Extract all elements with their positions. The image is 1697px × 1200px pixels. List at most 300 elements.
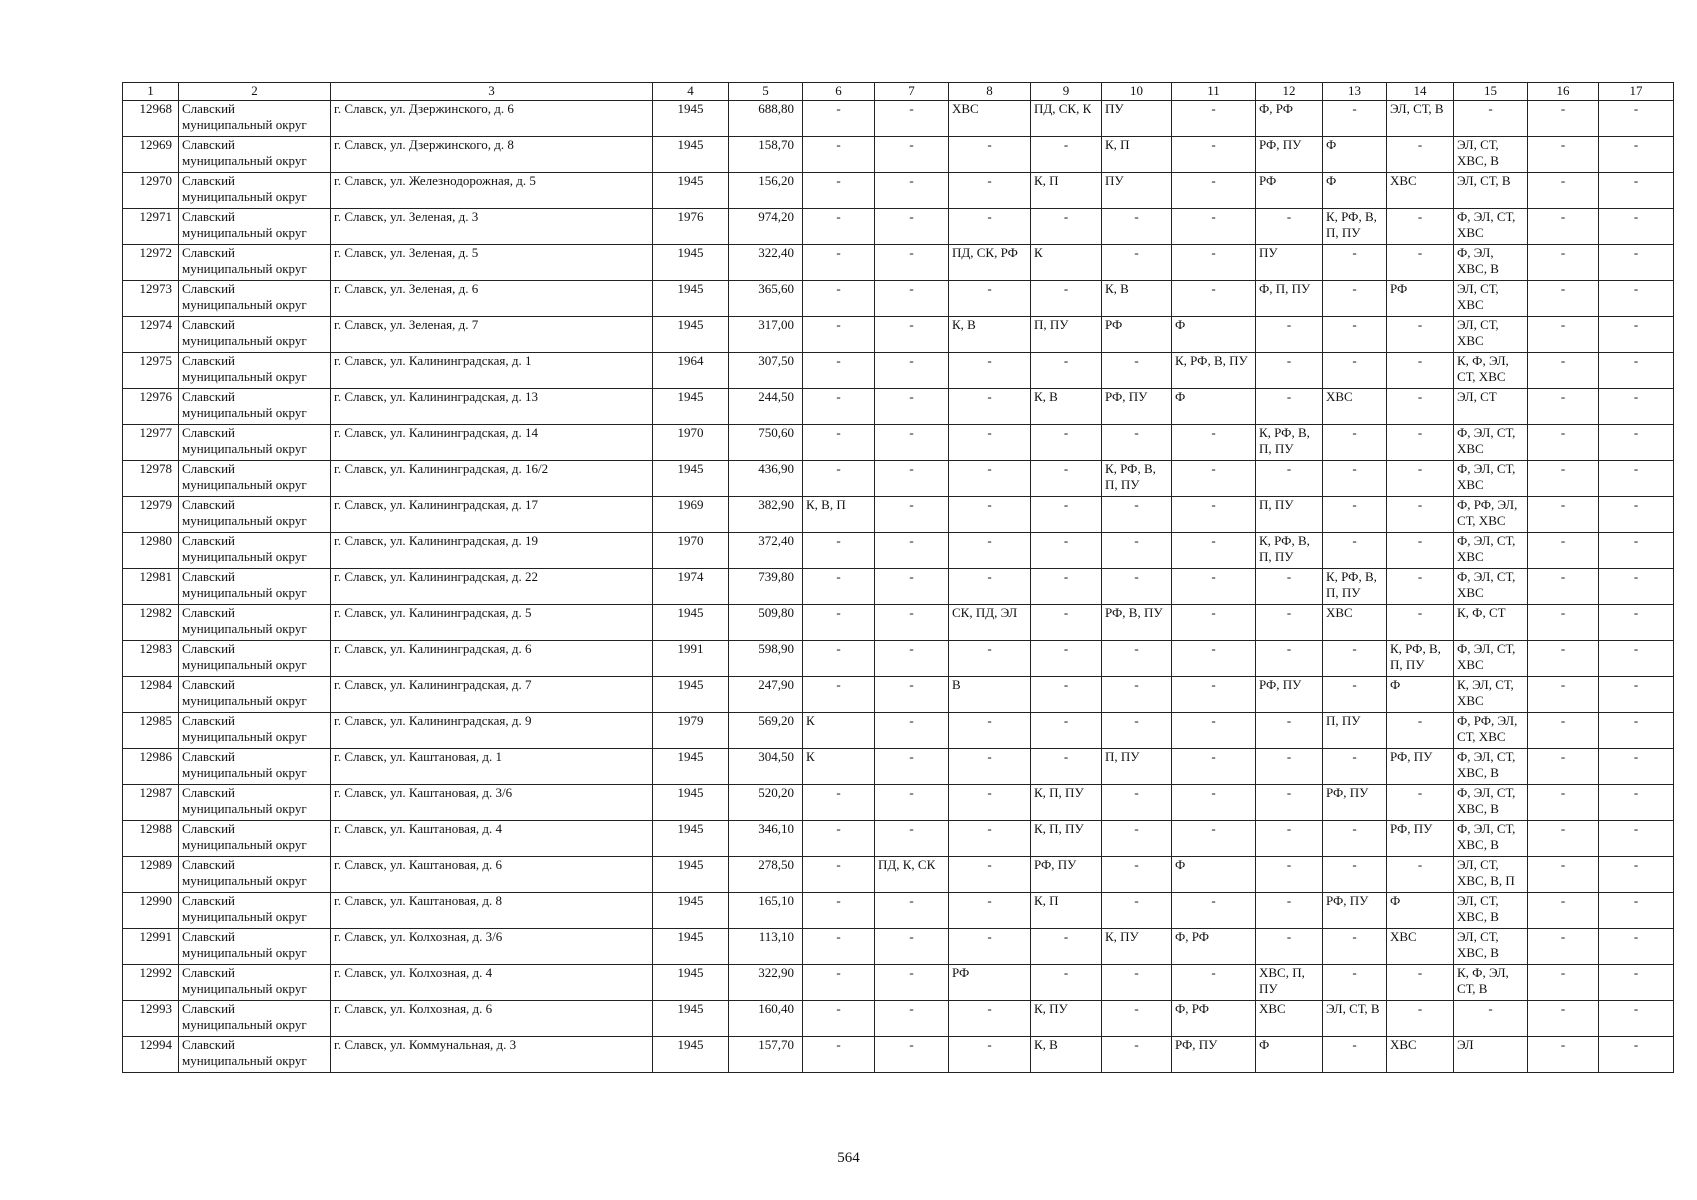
table-cell-col-11: -: [1172, 137, 1256, 173]
table-cell-col-4: 1970: [653, 425, 729, 461]
table-cell-col-7: -: [875, 677, 949, 713]
table-cell-col-8: -: [949, 497, 1031, 533]
table-cell-col-7: -: [875, 929, 949, 965]
table-cell-col-7: -: [875, 173, 949, 209]
table-cell-col-5: 278,50: [729, 857, 803, 893]
table-row: [123, 245, 1674, 281]
table-cell-col-5: 157,70: [729, 1037, 803, 1073]
table-cell-col-16: -: [1528, 677, 1599, 713]
table-cell-col-16: -: [1528, 821, 1599, 857]
table-cell-col-4: 1970: [653, 533, 729, 569]
table-cell-col-13: -: [1323, 497, 1387, 533]
table-cell-col-14: -: [1387, 461, 1454, 497]
table-cell-col-11: -: [1172, 749, 1256, 785]
table-row: [123, 929, 1674, 965]
table-cell-col-15: Ф, ЭЛ, СТ, ХВС: [1454, 425, 1528, 461]
table-cell-col-3: г. Славск, ул. Колхозная, д. 6: [331, 1001, 653, 1037]
table-cell-col-5: 382,90: [729, 497, 803, 533]
table-cell-col-6: -: [803, 317, 875, 353]
table-cell-col-15: Ф, ЭЛ, СТ, ХВС: [1454, 641, 1528, 677]
table-cell-col-17: -: [1599, 497, 1674, 533]
table-cell-col-14: -: [1387, 209, 1454, 245]
table-cell-col-11: Ф, РФ: [1172, 929, 1256, 965]
table-cell-col-6: -: [803, 893, 875, 929]
table-cell-col-8: -: [949, 425, 1031, 461]
table-cell-col-16: -: [1528, 317, 1599, 353]
table-cell-col-13: -: [1323, 821, 1387, 857]
table-cell-col-12: -: [1256, 353, 1323, 389]
table-cell-col-9: -: [1031, 749, 1102, 785]
table-cell-col-6: -: [803, 605, 875, 641]
column-header-8: 8: [949, 83, 1031, 101]
table-cell-col-3: г. Славск, ул. Калининградская, д. 5: [331, 605, 653, 641]
table-cell-col-9: -: [1031, 209, 1102, 245]
table-cell-col-1: 12972: [123, 245, 179, 281]
table-cell-col-14: -: [1387, 569, 1454, 605]
table-cell-col-2: Славский муниципальный округ: [179, 677, 331, 713]
table-cell-col-2: Славский муниципальный округ: [179, 101, 331, 137]
table-cell-col-2: Славский муниципальный округ: [179, 713, 331, 749]
table-cell-col-8: -: [949, 461, 1031, 497]
table-cell-col-5: 520,20: [729, 785, 803, 821]
table-cell-col-15: К, Ф, СТ: [1454, 605, 1528, 641]
table-cell-col-9: -: [1031, 605, 1102, 641]
table-cell-col-2: Славский муниципальный округ: [179, 641, 331, 677]
table-cell-col-11: -: [1172, 893, 1256, 929]
table-cell-col-15: Ф, ЭЛ, СТ, ХВС: [1454, 461, 1528, 497]
table-cell-col-8: -: [949, 137, 1031, 173]
column-header-7: 7: [875, 83, 949, 101]
table-cell-col-7: -: [875, 965, 949, 1001]
table-cell-col-9: -: [1031, 965, 1102, 1001]
table-cell-col-5: 372,40: [729, 533, 803, 569]
table-cell-col-1: 12992: [123, 965, 179, 1001]
table-cell-col-10: -: [1102, 497, 1172, 533]
table-cell-col-8: -: [949, 857, 1031, 893]
table-cell-col-2: Славский муниципальный округ: [179, 533, 331, 569]
table-cell-col-8: -: [949, 1037, 1031, 1073]
table-cell-col-11: -: [1172, 641, 1256, 677]
table-cell-col-6: -: [803, 389, 875, 425]
table-cell-col-4: 1945: [653, 749, 729, 785]
table-cell-col-10: -: [1102, 1001, 1172, 1037]
table-cell-col-7: -: [875, 713, 949, 749]
table-cell-col-12: К, РФ, В, П, ПУ: [1256, 533, 1323, 569]
table-cell-col-3: г. Славск, ул. Каштановая, д. 1: [331, 749, 653, 785]
column-header-13: 13: [1323, 83, 1387, 101]
table-cell-col-4: 1945: [653, 785, 729, 821]
table-cell-col-9: -: [1031, 929, 1102, 965]
table-cell-col-3: г. Славск, ул. Каштановая, д. 4: [331, 821, 653, 857]
table-cell-col-17: -: [1599, 893, 1674, 929]
table-row: [123, 209, 1674, 245]
table-cell-col-9: К: [1031, 245, 1102, 281]
table-cell-col-6: -: [803, 137, 875, 173]
table-cell-col-3: г. Славск, ул. Зеленая, д. 7: [331, 317, 653, 353]
table-cell-col-6: -: [803, 101, 875, 137]
table-cell-col-4: 1945: [653, 461, 729, 497]
table-cell-col-11: -: [1172, 677, 1256, 713]
table-cell-col-5: 365,60: [729, 281, 803, 317]
table-cell-col-1: 12975: [123, 353, 179, 389]
table-cell-col-6: К: [803, 749, 875, 785]
table-cell-col-17: -: [1599, 245, 1674, 281]
table-cell-col-14: ХВС: [1387, 929, 1454, 965]
table-cell-col-9: П, ПУ: [1031, 317, 1102, 353]
header-row: [123, 83, 1674, 101]
table-cell-col-14: -: [1387, 533, 1454, 569]
table-cell-col-13: Ф: [1323, 173, 1387, 209]
table-cell-col-4: 1945: [653, 101, 729, 137]
table-cell-col-12: Ф, РФ: [1256, 101, 1323, 137]
table-cell-col-8: -: [949, 641, 1031, 677]
table-cell-col-10: К, РФ, В, П, ПУ: [1102, 461, 1172, 497]
table-row: [123, 317, 1674, 353]
table-row: [123, 497, 1674, 533]
table-cell-col-3: г. Славск, ул. Калининградская, д. 14: [331, 425, 653, 461]
table-cell-col-14: ЭЛ, СТ, В: [1387, 101, 1454, 137]
table-cell-col-1: 12974: [123, 317, 179, 353]
table-cell-col-14: ХВС: [1387, 1037, 1454, 1073]
table-cell-col-6: -: [803, 857, 875, 893]
table-cell-col-3: г. Славск, ул. Калининградская, д. 7: [331, 677, 653, 713]
table-cell-col-3: г. Славск, ул. Дзержинского, д. 6: [331, 101, 653, 137]
table-cell-col-5: 322,40: [729, 245, 803, 281]
table-cell-col-1: 12982: [123, 605, 179, 641]
table-row: [123, 137, 1674, 173]
table-cell-col-10: -: [1102, 893, 1172, 929]
column-header-14: 14: [1387, 83, 1454, 101]
table-cell-col-9: К, В: [1031, 1037, 1102, 1073]
table-cell-col-7: -: [875, 353, 949, 389]
table-cell-col-10: -: [1102, 209, 1172, 245]
table-cell-col-13: -: [1323, 929, 1387, 965]
table-cell-col-3: г. Славск, ул. Железнодорожная, д. 5: [331, 173, 653, 209]
table-cell-col-9: -: [1031, 425, 1102, 461]
table-cell-col-1: 12973: [123, 281, 179, 317]
table-cell-col-5: 509,80: [729, 605, 803, 641]
table-cell-col-17: -: [1599, 569, 1674, 605]
table-cell-col-7: -: [875, 749, 949, 785]
table-cell-col-10: -: [1102, 425, 1172, 461]
table-cell-col-6: -: [803, 173, 875, 209]
table-cell-col-2: Славский муниципальный округ: [179, 209, 331, 245]
table-cell-col-17: -: [1599, 965, 1674, 1001]
table-cell-col-16: -: [1528, 389, 1599, 425]
table-cell-col-3: г. Славск, ул. Калининградская, д. 22: [331, 569, 653, 605]
table-row: [123, 965, 1674, 1001]
table-cell-col-7: -: [875, 533, 949, 569]
table-cell-col-10: -: [1102, 857, 1172, 893]
table-cell-col-15: К, Ф, ЭЛ, СТ, В: [1454, 965, 1528, 1001]
table-cell-col-12: К, РФ, В, П, ПУ: [1256, 425, 1323, 461]
table-cell-col-10: ПУ: [1102, 101, 1172, 137]
table-cell-col-2: Славский муниципальный округ: [179, 425, 331, 461]
table-cell-col-3: г. Славск, ул. Каштановая, д. 3/6: [331, 785, 653, 821]
table-cell-col-10: П, ПУ: [1102, 749, 1172, 785]
table-cell-col-12: -: [1256, 209, 1323, 245]
table-cell-col-5: 346,10: [729, 821, 803, 857]
table-cell-col-9: РФ, ПУ: [1031, 857, 1102, 893]
table-cell-col-11: Ф: [1172, 857, 1256, 893]
table-cell-col-17: -: [1599, 137, 1674, 173]
table-row: [123, 533, 1674, 569]
table-cell-col-4: 1945: [653, 929, 729, 965]
table-cell-col-13: ХВС: [1323, 389, 1387, 425]
table-cell-col-6: -: [803, 641, 875, 677]
table-cell-col-6: К, В, П: [803, 497, 875, 533]
table-cell-col-14: -: [1387, 137, 1454, 173]
page-number: 564: [837, 1150, 860, 1166]
table-row: [123, 353, 1674, 389]
table-cell-col-13: П, ПУ: [1323, 713, 1387, 749]
table-cell-col-15: Ф, ЭЛ, СТ, ХВС, В: [1454, 785, 1528, 821]
table-cell-col-3: г. Славск, ул. Колхозная, д. 3/6: [331, 929, 653, 965]
table-cell-col-6: -: [803, 569, 875, 605]
table-cell-col-13: -: [1323, 461, 1387, 497]
table-cell-col-15: ЭЛ, СТ, ХВС, В: [1454, 893, 1528, 929]
table-row: [123, 605, 1674, 641]
table-cell-col-2: Славский муниципальный округ: [179, 893, 331, 929]
table-cell-col-11: -: [1172, 821, 1256, 857]
table-cell-col-17: -: [1599, 353, 1674, 389]
table-cell-col-5: 165,10: [729, 893, 803, 929]
table-cell-col-16: -: [1528, 173, 1599, 209]
table-cell-col-17: -: [1599, 389, 1674, 425]
table-cell-col-15: Ф, РФ, ЭЛ, СТ, ХВС: [1454, 497, 1528, 533]
column-header-12: 12: [1256, 83, 1323, 101]
table-cell-col-5: 974,20: [729, 209, 803, 245]
table-cell-col-14: -: [1387, 605, 1454, 641]
column-header-9: 9: [1031, 83, 1102, 101]
table-cell-col-10: РФ: [1102, 317, 1172, 353]
table-cell-col-15: ЭЛ, СТ, В: [1454, 173, 1528, 209]
table-cell-col-7: -: [875, 209, 949, 245]
table-cell-col-6: -: [803, 209, 875, 245]
table-cell-col-11: -: [1172, 569, 1256, 605]
table-cell-col-12: РФ: [1256, 173, 1323, 209]
table-cell-col-4: 1945: [653, 605, 729, 641]
table-cell-col-3: г. Славск, ул. Зеленая, д. 6: [331, 281, 653, 317]
table-cell-col-17: -: [1599, 101, 1674, 137]
table-cell-col-3: г. Славск, ул. Калининградская, д. 19: [331, 533, 653, 569]
table-row: [123, 281, 1674, 317]
table-cell-col-1: 12991: [123, 929, 179, 965]
table-cell-col-7: -: [875, 641, 949, 677]
table-cell-col-14: -: [1387, 317, 1454, 353]
table-cell-col-10: РФ, ПУ: [1102, 389, 1172, 425]
table-row: [123, 461, 1674, 497]
table-cell-col-1: 12971: [123, 209, 179, 245]
table-cell-col-13: -: [1323, 281, 1387, 317]
table-cell-col-9: -: [1031, 281, 1102, 317]
table-cell-col-7: -: [875, 497, 949, 533]
table-cell-col-7: -: [875, 821, 949, 857]
table-cell-col-11: -: [1172, 497, 1256, 533]
table-row: [123, 785, 1674, 821]
table-cell-col-12: Ф: [1256, 1037, 1323, 1073]
table-cell-col-16: -: [1528, 965, 1599, 1001]
table-cell-col-5: 113,10: [729, 929, 803, 965]
table-cell-col-10: РФ, В, ПУ: [1102, 605, 1172, 641]
table-cell-col-3: г. Славск, ул. Калининградская, д. 17: [331, 497, 653, 533]
table-cell-col-5: 750,60: [729, 425, 803, 461]
table-cell-col-14: -: [1387, 425, 1454, 461]
table-cell-col-9: К, П: [1031, 173, 1102, 209]
table-cell-col-17: -: [1599, 785, 1674, 821]
table-cell-col-13: К, РФ, В, П, ПУ: [1323, 209, 1387, 245]
table-cell-col-2: Славский муниципальный округ: [179, 605, 331, 641]
table-cell-col-2: Славский муниципальный округ: [179, 173, 331, 209]
table-cell-col-3: г. Славск, ул. Калининградская, д. 13: [331, 389, 653, 425]
table-cell-col-1: 12976: [123, 389, 179, 425]
table-cell-col-4: 1945: [653, 389, 729, 425]
table-cell-col-12: -: [1256, 317, 1323, 353]
table-cell-col-5: 158,70: [729, 137, 803, 173]
table-cell-col-1: 12981: [123, 569, 179, 605]
table-cell-col-5: 317,00: [729, 317, 803, 353]
table-cell-col-13: -: [1323, 245, 1387, 281]
table-cell-col-14: -: [1387, 245, 1454, 281]
table-cell-col-3: г. Славск, ул. Каштановая, д. 8: [331, 893, 653, 929]
table-cell-col-14: РФ, ПУ: [1387, 749, 1454, 785]
table-cell-col-9: -: [1031, 137, 1102, 173]
column-header-10: 10: [1102, 83, 1172, 101]
table-cell-col-11: -: [1172, 785, 1256, 821]
table-cell-col-11: Ф: [1172, 389, 1256, 425]
table-cell-col-8: ПД, СК, РФ: [949, 245, 1031, 281]
table-cell-col-3: г. Славск, ул. Калининградская, д. 6: [331, 641, 653, 677]
table-cell-col-16: -: [1528, 893, 1599, 929]
table-cell-col-2: Славский муниципальный округ: [179, 785, 331, 821]
table-cell-col-12: -: [1256, 749, 1323, 785]
table-cell-col-13: Ф: [1323, 137, 1387, 173]
table-cell-col-16: -: [1528, 929, 1599, 965]
table-cell-col-16: -: [1528, 137, 1599, 173]
table-cell-col-17: -: [1599, 209, 1674, 245]
table-cell-col-3: г. Славск, ул. Каштановая, д. 6: [331, 857, 653, 893]
table-cell-col-7: -: [875, 1037, 949, 1073]
table-cell-col-16: -: [1528, 533, 1599, 569]
table-cell-col-3: г. Славск, ул. Дзержинского, д. 8: [331, 137, 653, 173]
table-cell-col-14: -: [1387, 1001, 1454, 1037]
table-cell-col-13: -: [1323, 641, 1387, 677]
table-cell-col-15: ЭЛ, СТ, ХВС, В: [1454, 929, 1528, 965]
table-cell-col-8: -: [949, 533, 1031, 569]
table-cell-col-11: -: [1172, 209, 1256, 245]
table-cell-col-17: -: [1599, 749, 1674, 785]
table-cell-col-3: г. Славск, ул. Колхозная, д. 4: [331, 965, 653, 1001]
table-header: [123, 83, 1674, 101]
table-cell-col-6: -: [803, 929, 875, 965]
table-cell-col-14: -: [1387, 389, 1454, 425]
table-cell-col-2: Славский муниципальный округ: [179, 389, 331, 425]
table-cell-col-16: -: [1528, 497, 1599, 533]
table-cell-col-11: -: [1172, 281, 1256, 317]
table-cell-col-1: 12988: [123, 821, 179, 857]
table-cell-col-13: К, РФ, В, П, ПУ: [1323, 569, 1387, 605]
table-cell-col-2: Славский муниципальный округ: [179, 353, 331, 389]
table-cell-col-12: РФ, ПУ: [1256, 137, 1323, 173]
table-row: [123, 893, 1674, 929]
table-cell-col-17: -: [1599, 821, 1674, 857]
table-cell-col-9: ПД, СК, К: [1031, 101, 1102, 137]
table-cell-col-12: -: [1256, 893, 1323, 929]
table-cell-col-1: 12968: [123, 101, 179, 137]
table-cell-col-12: ПУ: [1256, 245, 1323, 281]
table-cell-col-8: -: [949, 1001, 1031, 1037]
table-cell-col-15: ЭЛ, СТ, ХВС: [1454, 317, 1528, 353]
table-cell-col-14: Ф: [1387, 893, 1454, 929]
table-cell-col-13: -: [1323, 749, 1387, 785]
table-cell-col-8: -: [949, 353, 1031, 389]
table-cell-col-7: -: [875, 425, 949, 461]
table-cell-col-1: 12977: [123, 425, 179, 461]
column-header-5: 5: [729, 83, 803, 101]
table-cell-col-2: Славский муниципальный округ: [179, 857, 331, 893]
table-cell-col-14: ХВС: [1387, 173, 1454, 209]
table-cell-col-15: Ф, ЭЛ, СТ, ХВС: [1454, 533, 1528, 569]
table-cell-col-4: 1974: [653, 569, 729, 605]
table-cell-col-4: 1945: [653, 965, 729, 1001]
table-cell-col-8: -: [949, 281, 1031, 317]
table-cell-col-2: Славский муниципальный округ: [179, 137, 331, 173]
table-cell-col-3: г. Славск, ул. Зеленая, д. 3: [331, 209, 653, 245]
table-cell-col-13: РФ, ПУ: [1323, 893, 1387, 929]
column-header-6: 6: [803, 83, 875, 101]
table-cell-col-13: -: [1323, 1037, 1387, 1073]
table-cell-col-9: -: [1031, 533, 1102, 569]
table-cell-col-11: -: [1172, 461, 1256, 497]
table-cell-col-8: -: [949, 785, 1031, 821]
table-cell-col-14: РФ, ПУ: [1387, 821, 1454, 857]
table-row: [123, 821, 1674, 857]
table-cell-col-17: -: [1599, 281, 1674, 317]
table-cell-col-7: -: [875, 317, 949, 353]
table-cell-col-16: -: [1528, 605, 1599, 641]
table-cell-col-2: Славский муниципальный округ: [179, 569, 331, 605]
table-row: [123, 713, 1674, 749]
table-cell-col-16: -: [1528, 785, 1599, 821]
table-cell-col-2: Славский муниципальный округ: [179, 965, 331, 1001]
table-cell-col-4: 1945: [653, 677, 729, 713]
table-cell-col-13: -: [1323, 677, 1387, 713]
table-row: [123, 173, 1674, 209]
table-cell-col-6: -: [803, 245, 875, 281]
table-cell-col-16: -: [1528, 353, 1599, 389]
table-cell-col-4: 1976: [653, 209, 729, 245]
table-cell-col-14: -: [1387, 353, 1454, 389]
table-cell-col-3: г. Славск, ул. Коммунальная, д. 3: [331, 1037, 653, 1073]
table-cell-col-1: 12970: [123, 173, 179, 209]
table-cell-col-15: ЭЛ, СТ, ХВС, В, П: [1454, 857, 1528, 893]
table-cell-col-5: 156,20: [729, 173, 803, 209]
table-cell-col-1: 12994: [123, 1037, 179, 1073]
table-cell-col-4: 1945: [653, 281, 729, 317]
table-row: [123, 641, 1674, 677]
table-cell-col-1: 12986: [123, 749, 179, 785]
table-cell-col-15: Ф, РФ, ЭЛ, СТ, ХВС: [1454, 713, 1528, 749]
table-cell-col-9: К, В: [1031, 389, 1102, 425]
table-cell-col-7: -: [875, 281, 949, 317]
table-cell-col-9: К, П: [1031, 893, 1102, 929]
column-header-11: 11: [1172, 83, 1256, 101]
table-cell-col-16: -: [1528, 1037, 1599, 1073]
table-cell-col-8: -: [949, 389, 1031, 425]
table-cell-col-13: -: [1323, 353, 1387, 389]
table-cell-col-9: -: [1031, 569, 1102, 605]
table-cell-col-17: -: [1599, 1001, 1674, 1037]
